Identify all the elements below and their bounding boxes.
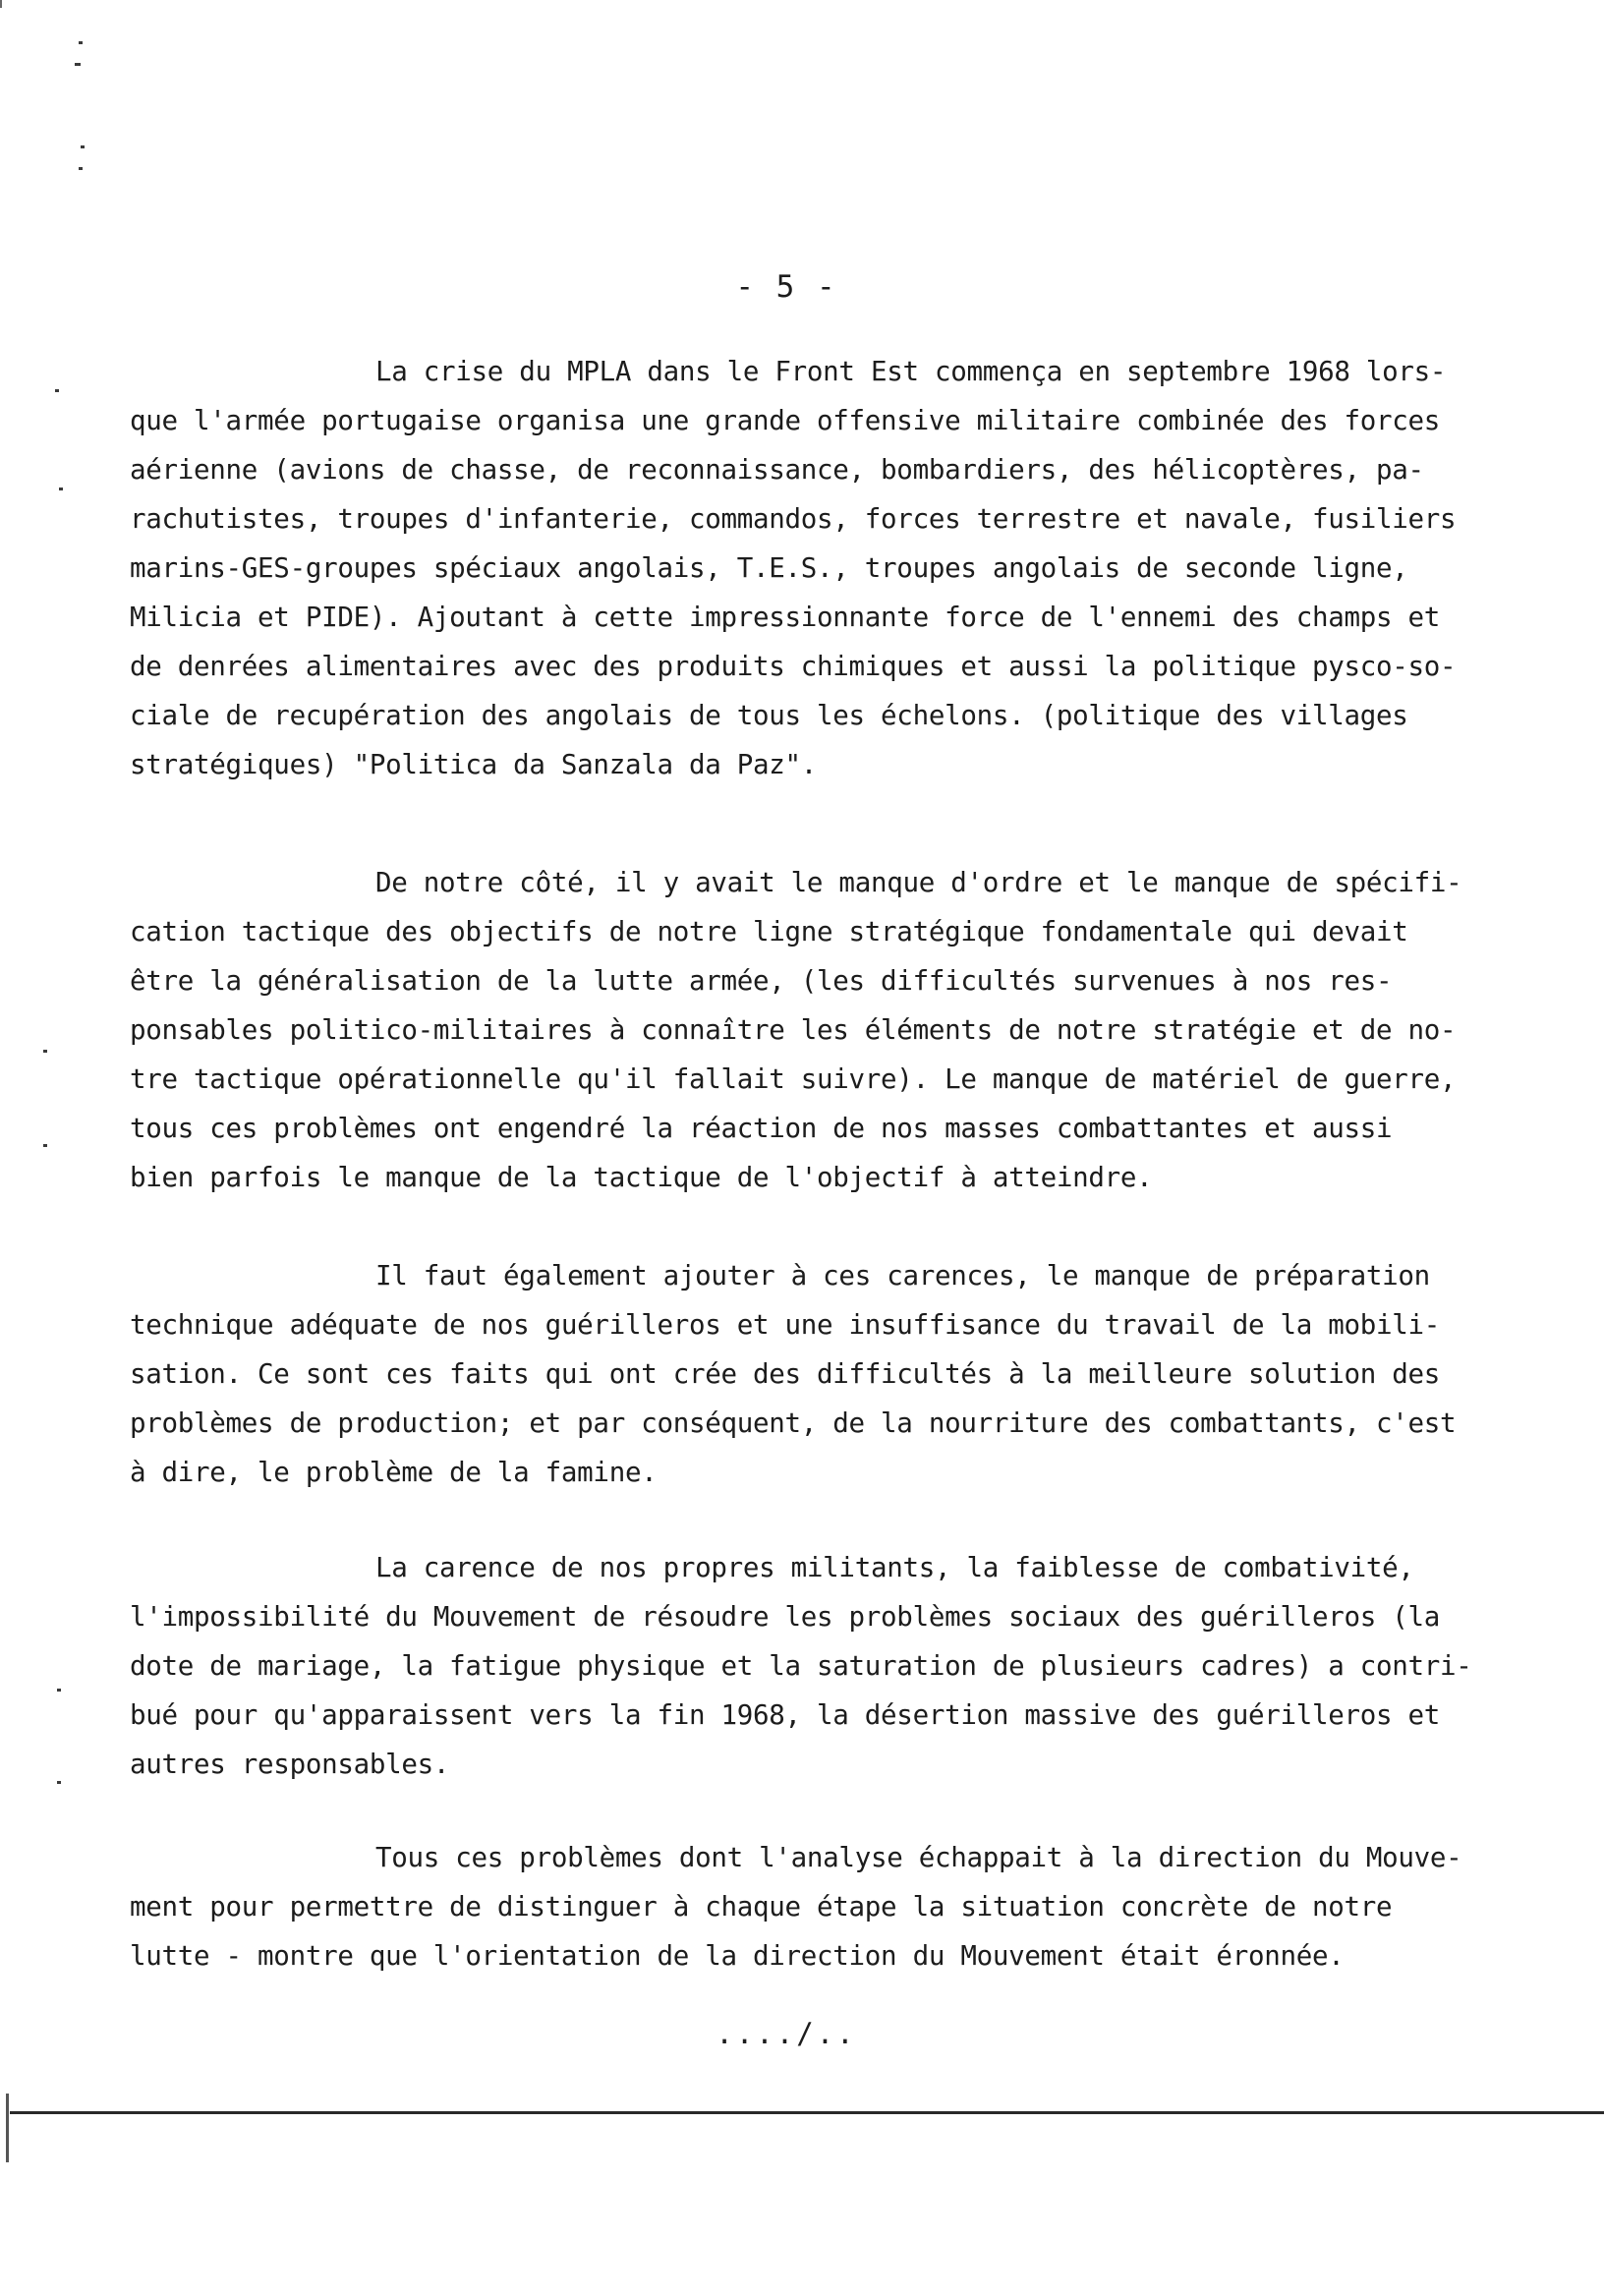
paragraph — [130, 347, 1506, 789]
paragraph — [130, 858, 1506, 1202]
margin-mark — [55, 389, 59, 392]
text-line: autres responsables. — [130, 1749, 450, 1780]
margin-mark — [43, 1050, 47, 1053]
text-line: Il faut également ajouter à ces carences, le manque de préparation — [375, 1260, 1430, 1292]
margin-mark — [79, 41, 83, 44]
margin-mark — [43, 1144, 47, 1147]
text-line: être la généralisation de la lutte armée, (les difficultés survenues à nos res- — [130, 965, 1393, 997]
margin-mark — [59, 488, 63, 490]
text-line: tous ces problèmes ont engendré la réaction de nos masses combattantes et aussi — [130, 1113, 1393, 1144]
text-line: stratégiques) "Politica da Sanzala da Paz". — [130, 749, 818, 780]
text-line: La carence de nos propres militants, la faiblesse de combativité, — [375, 1552, 1414, 1583]
text-line: Milicia et PIDE). Ajoutant à cette impressionnante force de l'ennemi des champs et — [130, 602, 1441, 633]
text-line: ponsables politico-militaires à connaître les éléments de notre stratégie et de no- — [130, 1014, 1457, 1046]
text-line: ment pour permettre de distinguer à chaque étape la situation concrète de notre — [130, 1891, 1393, 1923]
scan-edge-mark — [6, 2094, 9, 2162]
continuation-marker: ..../.. — [716, 2017, 857, 2050]
text-line: Tous ces problèmes dont l'analyse échappait à la direction du Mouve- — [375, 1842, 1462, 1873]
margin-mark — [75, 63, 81, 66]
text-line: aérienne (avions de chasse, de reconnaissance, bombardiers, des hélicoptères, pa- — [130, 454, 1424, 486]
margin-mark — [81, 145, 85, 148]
paragraph — [130, 1833, 1506, 1980]
text-line: bué pour qu'apparaissent vers la fin 1968, la désertion massive des guérilleros et — [130, 1699, 1441, 1731]
text-line: bien parfois le manque de la tactique de l'objectif à atteindre. — [130, 1162, 1153, 1193]
text-line: technique adéquate de nos guérilleros et une insuffisance du travail de la mobili- — [130, 1309, 1441, 1341]
text-line: dote de mariage, la fatigue physique et la saturation de plusieurs cadres) a contri- — [130, 1650, 1472, 1682]
scan-corner-mark — [0, 0, 12, 8]
text-line: tre tactique opérationnelle qu'il fallait suivre). Le manque de matériel de guerre, — [130, 1063, 1457, 1095]
margin-mark — [57, 1689, 61, 1692]
margin-mark — [57, 1781, 61, 1784]
page-bottom-rule — [10, 2111, 1604, 2114]
text-line: ciale de recupération des angolais de tous les échelons. (politique des villages — [130, 700, 1408, 731]
text-line: à dire, le problème de la famine. — [130, 1457, 658, 1488]
text-line: cation tactique des objectifs de notre ligne stratégique fondamentale qui devait — [130, 916, 1408, 947]
text-line: marins-GES-groupes spéciaux angolais, T.E.S., troupes angolais de seconde ligne, — [130, 552, 1408, 584]
text-line: sation. Ce sont ces faits qui ont crée des difficultés à la meilleure solution des — [130, 1358, 1441, 1390]
margin-mark — [79, 167, 83, 170]
text-line: De notre côté, il y avait le manque d'ordre et le manque de spécifi- — [375, 867, 1462, 898]
text-line: de denrées alimentaires avec des produits chimiques et aussi la politique pysco-so- — [130, 651, 1457, 682]
text-line: que l'armée portugaise organisa une grande offensive militaire combinée des forces — [130, 405, 1441, 436]
paragraph — [130, 1543, 1506, 1789]
page-number: - 5 - — [735, 269, 837, 305]
paragraph — [130, 1251, 1506, 1497]
text-line: problèmes de production; et par conséquent, de la nourriture des combattants, c'est — [130, 1407, 1457, 1439]
text-line: rachutistes, troupes d'infanterie, commandos, forces terrestre et navale, fusiliers — [130, 503, 1457, 535]
text-line: l'impossibilité du Mouvement de résoudre les problèmes sociaux des guérilleros (la — [130, 1601, 1441, 1633]
text-line: La crise du MPLA dans le Front Est commença en septembre 1968 lors- — [375, 356, 1447, 387]
text-line: lutte - montre que l'orientation de la direction du Mouvement était éronnée. — [130, 1940, 1345, 1972]
